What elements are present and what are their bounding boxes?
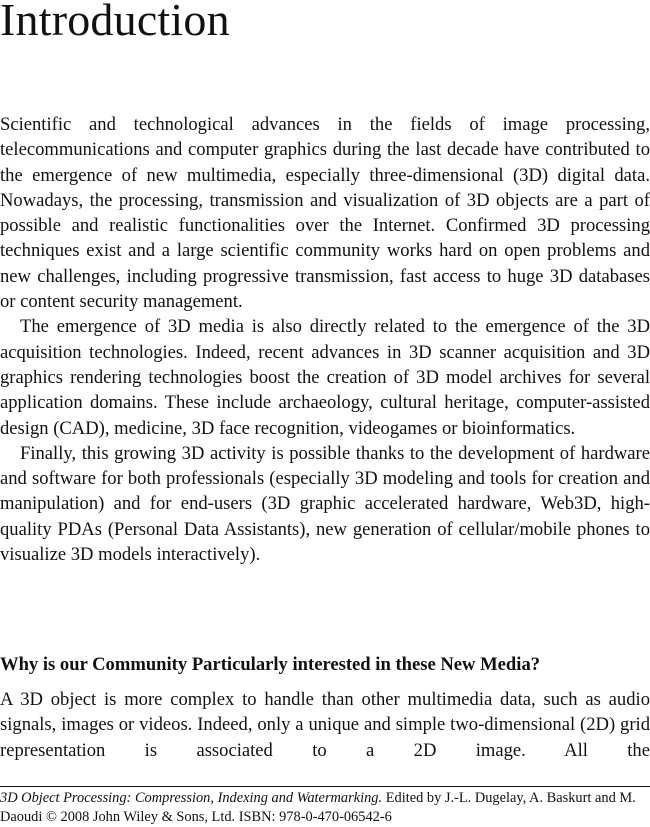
- footer-citation: [0, 789, 650, 827]
- footer-credits: Edited by J.-L. Dugelay, A. Baskurt and M. Daoudi © 2008 John Wiley & Sons, Ltd. ISBN: 978-0-470-06542-6: [0, 790, 636, 825]
- paragraph-1: Scientific and technological advances in the fields of image processing, telecommunications and computer graphics during the last decade have contributed to the emergence of new multimedia, especially three-dimensional (3D) digital data. Nowadays, the processing, transmission and visualization of 3D objects are a part of possible and realistic functionalities over the Internet. Confirmed 3D processing techniques exist and a large scientific community works hard on open problems and new challenges, including progressive transmission, fast access to huge 3D databases or content security management.: [0, 114, 650, 313]
- section-paragraph: A 3D object is more complex to handle than other multimedia data, such as audio signals, images or videos. Indeed, only a unique and simple two-dimensional (2D) grid representation is associated to a 2D image. All the: [0, 689, 650, 761]
- paragraph-3: Finally, this growing 3D activity is possible thanks to the development of hardware and software for both professionals (especially 3D modeling and tools for creation and manipulation) and for end-users (3D graphic accelerated hardware, Web3D, high-quality PDAs (Personal Data Assistants), new generation of cellular/mobile phones to visualize 3D models interactively).: [0, 442, 650, 566]
- page-title: Introduction: [0, 0, 230, 45]
- body-text: [0, 112, 650, 567]
- paragraph-2: The emergence of 3D media is also directly related to the emergence of the 3D acquisition technologies. Indeed, recent advances in 3D scanner acquisition and 3D graphics rendering technologies boost the creation of 3D model archives for several application domains. These include archaeology, cultural heritage, computer-assisted design (CAD), medicine, 3D face recognition, videogames or bioinformatics.: [0, 316, 650, 439]
- book-title: 3D Object Processing: Compression, Indexing and Watermarking.: [0, 790, 383, 806]
- section-heading: Why is our Community Particularly interested in these New Media?: [0, 654, 541, 675]
- footer-divider: [0, 786, 650, 787]
